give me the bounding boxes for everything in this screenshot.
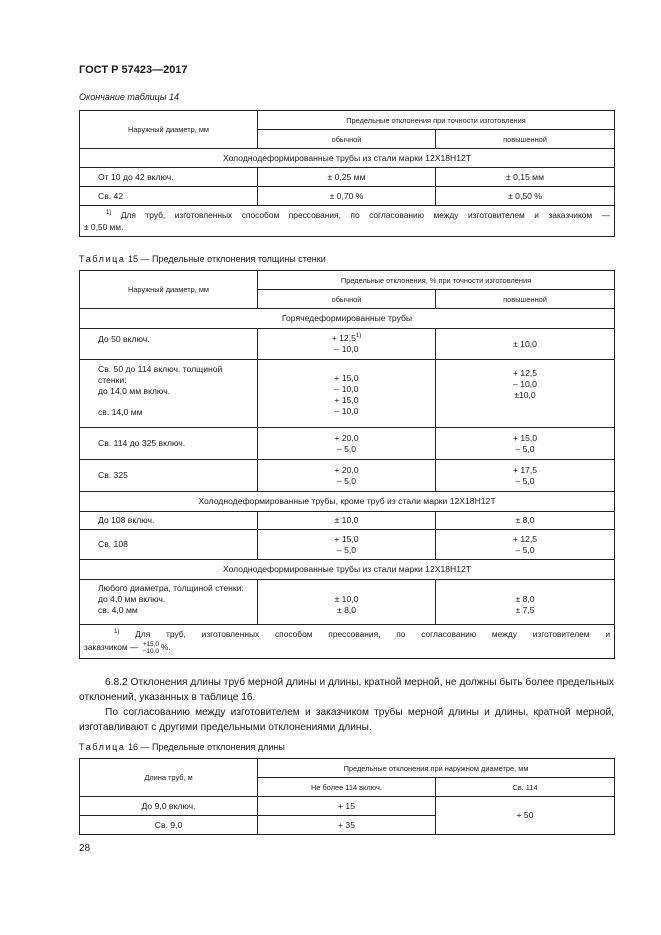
t14-footnote bbox=[80, 206, 615, 237]
t15-r6-normal-minus: – 5,0 bbox=[336, 544, 357, 555]
t15-footnote-text: Для труб, изготовленных способом прессования, по согласованию между изготовителем и bbox=[135, 629, 611, 639]
table16-caption bbox=[79, 742, 285, 752]
t14-footnote-text-2: ± 0,50 мм. bbox=[84, 222, 124, 232]
t15-r2-high bbox=[436, 360, 615, 428]
t14-header-group: Предельные отклонения при точности изготовления bbox=[258, 111, 615, 130]
footnote-mark: 1) bbox=[106, 210, 112, 216]
paragraph: По согласованию между изготовителем и заказчиком трубы мерной длины и длины, кратной мерной, изготавливают с другими предельными отклонениями длины. bbox=[79, 707, 614, 733]
table16-caption-label: Таблица bbox=[79, 742, 126, 752]
t15-r6-normal bbox=[258, 530, 436, 560]
t15-r2-normal-4: – 10,0 bbox=[334, 406, 359, 416]
t15-section-cold-12x18: Холоднодеформированные трубы из стали марки 12Х18Н12Т bbox=[80, 560, 615, 580]
t15-r7-normal-2: ± 8,0 bbox=[336, 605, 357, 615]
t15-r6-high bbox=[436, 530, 615, 560]
t15-r7-diameter-line1: Любого диаметра, толщиной стенки: bbox=[98, 583, 244, 593]
t14-cell-diameter: От 10 до 42 включ. bbox=[80, 168, 258, 187]
t15-r6-high-plus: + 12,5 bbox=[512, 533, 538, 544]
t15-r7-diameter-line2: до 4,0 мм включ. bbox=[98, 594, 166, 604]
t15-footnote-tolerance bbox=[143, 641, 159, 655]
t15-footnote-unit: %. bbox=[160, 642, 171, 652]
table-row bbox=[80, 797, 615, 816]
table-row bbox=[80, 168, 615, 187]
t16-cell-up-to-114: + 15 bbox=[258, 797, 436, 816]
table-row bbox=[80, 187, 615, 206]
table14-caption: Окончание таблицы 14 bbox=[79, 92, 179, 102]
t15-footnote-minus: −10,0 bbox=[142, 647, 159, 655]
t15-r4-normal-minus: – 5,0 bbox=[336, 475, 357, 486]
t16-cell-length: Св. 9,0 bbox=[80, 816, 258, 835]
t14-header-high: повышенной bbox=[436, 130, 615, 149]
t15-r4-normal bbox=[258, 460, 436, 492]
t15-r2-high-3: ±10,0 bbox=[514, 390, 536, 400]
t15-r7-normal-1: ± 10,0 bbox=[334, 594, 359, 604]
t15-header-high: повышенной bbox=[436, 290, 615, 309]
table-row bbox=[80, 530, 615, 560]
t15-r1-high: ± 10,0 bbox=[436, 329, 615, 360]
table-row bbox=[80, 512, 615, 530]
t15-r2-diameter-line1: Св. 50 до 114 включ. толщиной стенки: bbox=[98, 364, 223, 385]
t14-header-normal: обычной bbox=[258, 130, 436, 149]
t16-header-group: Предельные отклонения при наружном диаметре, мм bbox=[258, 759, 615, 778]
table15-caption-label: Таблица bbox=[79, 254, 126, 264]
t16-cell-over-114: + 50 bbox=[436, 797, 615, 835]
t15-r3-high-plus: + 15,0 bbox=[512, 432, 538, 443]
t14-cell-diameter: Св. 42 bbox=[80, 187, 258, 206]
t15-header-diameter: Наружный диаметр, мм bbox=[80, 271, 258, 309]
t15-r5-diameter: До 108 включ. bbox=[80, 512, 258, 530]
table-row bbox=[80, 360, 615, 428]
t14-cell-high: ± 0,15 мм bbox=[436, 168, 615, 187]
t15-r4-high-minus: – 5,0 bbox=[515, 475, 535, 486]
t15-r3-high bbox=[436, 428, 615, 460]
t15-r2-normal bbox=[258, 360, 436, 428]
t15-r1-diameter: До 50 включ. bbox=[80, 329, 258, 360]
t15-r3-normal-plus: + 20,0 bbox=[334, 432, 359, 443]
t14-cell-normal: ± 0,70 % bbox=[258, 187, 436, 206]
t15-r1-normal-plus: + 12,5 bbox=[331, 333, 356, 343]
footnote-mark: 1) bbox=[355, 333, 362, 339]
table-row bbox=[80, 460, 615, 492]
t15-r1-normal bbox=[258, 329, 436, 360]
t15-footnote-plus: +15,0 bbox=[142, 640, 159, 648]
t15-r7-diameter-line3: св. 4,0 мм bbox=[98, 605, 138, 615]
table-14 bbox=[79, 110, 615, 237]
t15-r4-diameter: Св. 325 bbox=[80, 460, 258, 492]
table-row bbox=[80, 329, 615, 360]
t15-r2-high-1: + 12,5 bbox=[512, 368, 538, 378]
t14-cell-normal: ± 0,25 мм bbox=[258, 168, 436, 187]
t15-r3-high-minus: – 5,0 bbox=[515, 443, 535, 454]
t14-section-title: Холоднодеформированные трубы из стали марки 12Х18Н12Т bbox=[80, 149, 615, 168]
t15-footnote bbox=[80, 625, 615, 659]
t15-r7-normal bbox=[258, 580, 436, 625]
section-6-8-2 bbox=[79, 675, 614, 735]
t16-header-over-114: Св. 114 bbox=[436, 778, 615, 797]
table16-caption-title: 16 — Предельные отклонения длины bbox=[128, 742, 285, 752]
t15-r2-normal-3: + 15,0 bbox=[334, 395, 359, 405]
t15-r1-normal-minus: – 10,0 bbox=[334, 344, 359, 354]
t15-r2-high-2: – 10,0 bbox=[513, 379, 537, 389]
t15-r6-normal-plus: + 15,0 bbox=[334, 533, 359, 544]
paragraph: 6.8.2 Отклонения длины труб мерной длины и длины, кратной мерной, не должны быть более предельных отклонений, указанных в таблице 16. bbox=[79, 677, 614, 703]
table-15 bbox=[79, 270, 615, 659]
t15-r2-diameter bbox=[80, 360, 258, 428]
t14-header-diameter: Наружный диаметр, мм bbox=[80, 111, 258, 149]
t16-cell-length: До 9,0 включ. bbox=[80, 797, 258, 816]
table15-caption-title: 15 — Предельные отклонения толщины стенки bbox=[128, 254, 326, 264]
t15-section-cold-other: Холоднодеформированные трубы, кроме труб из стали марки 12Х18Н12Т bbox=[80, 492, 615, 512]
t15-r2-normal-1: + 15,0 bbox=[334, 373, 359, 383]
t15-r3-normal-minus: – 5,0 bbox=[336, 443, 357, 454]
t15-r2-diameter-line3: св. 14,0 мм bbox=[98, 407, 143, 417]
page-number: 28 bbox=[79, 843, 91, 854]
t15-r2-normal-2: – 10,0 bbox=[334, 384, 359, 394]
table-row bbox=[80, 428, 615, 460]
table-16 bbox=[79, 758, 615, 835]
t15-r5-high: ± 8,0 bbox=[436, 512, 615, 530]
t15-r2-diameter-line2: до 14,0 мм включ. bbox=[98, 386, 171, 396]
t14-cell-high: ± 0,50 % bbox=[436, 187, 615, 206]
t16-header-length: Длина труб, м bbox=[80, 759, 258, 797]
t15-r7-high-2: ± 7,5 bbox=[515, 605, 535, 615]
t15-r6-diameter: Св. 108 bbox=[80, 530, 258, 560]
t15-r3-normal bbox=[258, 428, 436, 460]
table-row bbox=[80, 580, 615, 625]
t15-r6-high-minus: – 5,0 bbox=[515, 544, 535, 555]
standard-header: ГОСТ Р 57423—2017 bbox=[79, 64, 188, 76]
t15-footnote-text-2: заказчиком — bbox=[84, 642, 139, 652]
t15-r7-diameter bbox=[80, 580, 258, 625]
t16-cell-up-to-114: + 35 bbox=[258, 816, 436, 835]
t15-section-hot: Горячедеформированные трубы bbox=[80, 309, 615, 329]
t15-r5-normal: ± 10,0 bbox=[258, 512, 436, 530]
t15-r4-high-plus: + 17,5 bbox=[512, 464, 538, 475]
table15-caption bbox=[79, 254, 326, 264]
t15-r4-normal-plus: + 20,0 bbox=[334, 464, 359, 475]
footnote-mark: 1) bbox=[114, 629, 120, 635]
t15-r7-high bbox=[436, 580, 615, 625]
t15-r7-high-1: ± 8,0 bbox=[515, 594, 535, 604]
t15-r3-diameter: Св. 114 до 325 включ. bbox=[80, 428, 258, 460]
t14-footnote-text: Для труб, изготовленных способом прессования, по согласованию между изготовителем и заказчиком — bbox=[120, 210, 610, 220]
t15-header-group: Предельные отклонения, % при точности изготовления bbox=[258, 271, 615, 290]
t16-header-up-to-114: Не более 114 включ. bbox=[258, 778, 436, 797]
t15-header-normal: обычной bbox=[258, 290, 436, 309]
t15-r4-high bbox=[436, 460, 615, 492]
